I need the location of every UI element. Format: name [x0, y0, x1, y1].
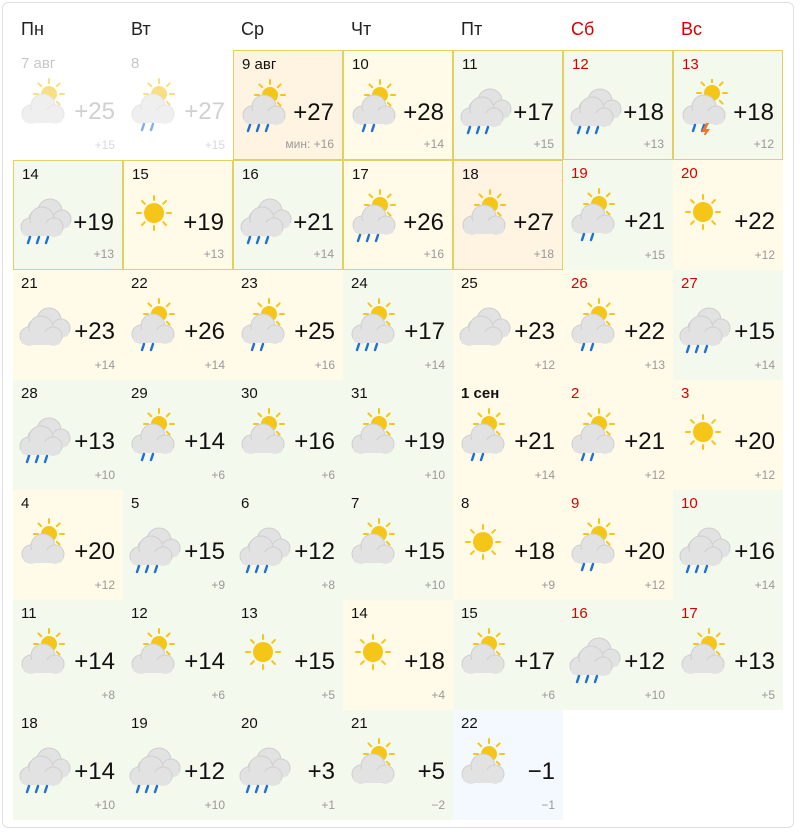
- min-temperature: [644, 137, 664, 151]
- partly-cloudy-light-rain-icon: [125, 78, 181, 134]
- min-value: +4: [431, 688, 445, 702]
- day-cell[interactable]: [13, 160, 123, 270]
- max-temperature: +28: [403, 99, 444, 126]
- day-cell[interactable]: [13, 600, 123, 710]
- day-cell[interactable]: [123, 380, 233, 490]
- max-temperature: +19: [73, 209, 114, 236]
- sun-icon: [235, 628, 291, 684]
- weekday-label: Вт: [131, 19, 151, 39]
- day-date: 10: [352, 56, 369, 73]
- max-temperature: +5: [417, 758, 445, 785]
- day-date: 20: [241, 715, 258, 732]
- min-value: +5: [761, 688, 775, 702]
- partly-cloudy-icon: [345, 518, 401, 574]
- max-temperature: +27: [184, 98, 225, 125]
- day-cell[interactable]: [453, 380, 563, 490]
- partly-cloudy-rain-icon: [346, 189, 402, 245]
- min-temperature: [204, 247, 224, 261]
- day-date: 17: [681, 605, 698, 622]
- min-temperature: [211, 688, 225, 702]
- min-value: +9: [541, 578, 555, 592]
- min-value: +16: [423, 247, 444, 261]
- min-value: +16: [313, 137, 334, 151]
- min-temperature: [424, 137, 444, 151]
- min-value: +9: [211, 578, 225, 592]
- day-date: 29: [131, 385, 148, 402]
- min-temperature: [535, 468, 555, 482]
- min-temperature: [205, 798, 225, 812]
- weekday-label: Ср: [241, 19, 265, 39]
- day-date: 28: [21, 385, 38, 402]
- day-date: 18: [462, 166, 479, 183]
- max-temperature: +15: [184, 538, 225, 565]
- sun-icon: [455, 518, 511, 574]
- min-temperature: [755, 358, 775, 372]
- day-date: 27: [681, 275, 698, 292]
- weekday-label: Чт: [351, 19, 372, 39]
- day-date: 20: [681, 165, 698, 182]
- max-temperature: +25: [294, 318, 335, 345]
- min-value: +12: [94, 578, 115, 592]
- day-cell[interactable]: [673, 50, 783, 160]
- min-value: +8: [321, 578, 335, 592]
- min-value: +13: [643, 137, 664, 151]
- max-temperature: +23: [74, 318, 115, 345]
- day-cell[interactable]: [453, 710, 563, 820]
- max-temperature: +27: [293, 99, 334, 126]
- calendar-frame: [2, 2, 794, 828]
- min-temperature: [95, 578, 115, 592]
- day-cell[interactable]: [563, 50, 673, 160]
- min-temperature: [755, 468, 775, 482]
- min-value: +14: [754, 358, 775, 372]
- day-date: 2: [571, 385, 580, 402]
- min-value: +12: [754, 468, 775, 482]
- day-cell[interactable]: [233, 380, 343, 490]
- max-temperature: +26: [403, 209, 444, 236]
- min-value: +15: [644, 248, 665, 262]
- max-temperature: +14: [184, 428, 225, 455]
- min-temperature: [645, 688, 665, 702]
- day-cell[interactable]: [673, 270, 783, 380]
- day-cell[interactable]: [233, 710, 343, 820]
- min-temperature: [315, 358, 335, 372]
- sun-icon: [345, 628, 401, 684]
- min-temperature: [95, 358, 115, 372]
- min-value: +12: [644, 468, 665, 482]
- partly-cloudy-icon: [235, 408, 291, 464]
- min-temperature: [314, 247, 334, 261]
- day-cell[interactable]: [343, 270, 453, 380]
- min-value: +15: [94, 138, 115, 152]
- weekday-label: Пн: [21, 19, 44, 39]
- day-cell[interactable]: [453, 270, 563, 380]
- min-temperature: [541, 578, 555, 592]
- min-value: +15: [533, 137, 554, 151]
- cloudy-rain-icon: [675, 298, 731, 354]
- min-value: +14: [204, 358, 225, 372]
- day-cell[interactable]: [123, 710, 233, 820]
- max-temperature: +21: [293, 209, 334, 236]
- min-temperature: [535, 358, 555, 372]
- weekday-label: Сб: [571, 19, 595, 39]
- min-value: +5: [321, 688, 335, 702]
- min-temperature: [101, 688, 115, 702]
- min-value: +6: [211, 468, 225, 482]
- min-temperature: [94, 247, 114, 261]
- max-temperature: −1: [527, 758, 555, 785]
- day-cell[interactable]: [123, 50, 233, 160]
- cloudy-rain-icon: [235, 518, 291, 574]
- min-temperature: [211, 578, 225, 592]
- max-temperature: +20: [74, 538, 115, 565]
- day-cell[interactable]: [453, 160, 563, 270]
- partly-cloudy-icon: [345, 738, 401, 794]
- max-temperature: +22: [734, 208, 775, 235]
- day-date: 26: [571, 275, 588, 292]
- max-temperature: +15: [404, 538, 445, 565]
- min-value: +10: [204, 798, 225, 812]
- day-date: 6: [241, 495, 250, 512]
- day-cell[interactable]: [453, 490, 563, 600]
- min-temperature: [645, 358, 665, 372]
- day-date: 5: [131, 495, 140, 512]
- day-date: 14: [22, 166, 39, 183]
- max-temperature: +13: [734, 648, 775, 675]
- partly-cloudy-icon: [15, 628, 71, 684]
- max-temperature: +21: [624, 428, 665, 455]
- max-temperature: +14: [184, 648, 225, 675]
- partly-cloudy-light-rain-icon: [346, 79, 402, 135]
- max-temperature: +15: [734, 318, 775, 345]
- min-value: +16: [314, 358, 335, 372]
- partly-cloudy-icon: [15, 518, 71, 574]
- day-cell[interactable]: [673, 160, 783, 270]
- day-cell[interactable]: [673, 600, 783, 710]
- max-temperature: +23: [514, 318, 555, 345]
- partly-cloudy-rain-icon: [345, 298, 401, 354]
- partly-cloudy-rain-icon: [236, 79, 292, 135]
- day-cell[interactable]: [343, 600, 453, 710]
- min-temperature: [645, 468, 665, 482]
- min-value: +18: [533, 247, 554, 261]
- day-cell[interactable]: [123, 160, 233, 270]
- max-temperature: +16: [294, 428, 335, 455]
- day-date: 15: [132, 166, 149, 183]
- min-value: +12: [534, 358, 555, 372]
- min-value: +10: [94, 798, 115, 812]
- min-temperature: [761, 688, 775, 702]
- max-temperature: +18: [514, 538, 555, 565]
- cloudy-rain-icon: [236, 189, 292, 245]
- day-date: 15: [461, 605, 478, 622]
- cloudy-rain-icon: [456, 79, 512, 135]
- partly-cloudy-light-rain-icon: [565, 408, 621, 464]
- day-date: 19: [131, 715, 148, 732]
- min-temperature: [541, 688, 555, 702]
- min-value: +15: [204, 138, 225, 152]
- cloudy-rain-icon: [16, 189, 72, 245]
- cloudy-icon: [455, 298, 511, 354]
- cloudy-rain-icon: [675, 518, 731, 574]
- max-temperature: +17: [513, 99, 554, 126]
- day-cell[interactable]: [343, 380, 453, 490]
- cloudy-rain-icon: [566, 79, 622, 135]
- day-cell[interactable]: [13, 380, 123, 490]
- day-date: 30: [241, 385, 258, 402]
- day-date: 9: [571, 495, 580, 512]
- partly-cloudy-icon: [125, 628, 181, 684]
- min-value: +14: [754, 578, 775, 592]
- min-value: +6: [321, 468, 335, 482]
- cloudy-rain-icon: [125, 738, 181, 794]
- cloudy-icon: [15, 298, 71, 354]
- max-temperature: +14: [74, 648, 115, 675]
- min-temperature: [321, 688, 335, 702]
- day-date: 7 авг: [21, 55, 56, 72]
- day-date: 18: [21, 715, 38, 732]
- min-temperature: [321, 578, 335, 592]
- max-temperature: +21: [514, 428, 555, 455]
- day-date: 31: [351, 385, 368, 402]
- min-temperature: [431, 798, 445, 812]
- max-temperature: +19: [183, 209, 224, 236]
- day-date: 10: [681, 495, 698, 512]
- min-temperature: [541, 798, 555, 812]
- day-cell[interactable]: [563, 490, 673, 600]
- min-temperature: [754, 137, 774, 151]
- partly-cloudy-light-rain-icon: [565, 188, 621, 244]
- day-cell[interactable]: [233, 600, 343, 710]
- max-temperature: +20: [624, 538, 665, 565]
- min-temperature: [95, 798, 115, 812]
- max-temperature: +18: [733, 99, 774, 126]
- cloudy-rain-icon: [565, 628, 621, 684]
- min-value: +12: [754, 248, 775, 262]
- day-cell[interactable]: [233, 50, 343, 160]
- min-value: +8: [101, 688, 115, 702]
- day-date: 16: [571, 605, 588, 622]
- min-value: +13: [203, 247, 224, 261]
- max-temperature: +27: [513, 209, 554, 236]
- day-date: 3: [681, 385, 690, 402]
- min-temperature: [534, 137, 554, 151]
- partly-cloudy-light-rain-icon: [455, 408, 511, 464]
- min-value: +13: [644, 358, 665, 372]
- max-temperature: +17: [404, 318, 445, 345]
- min-prefix: мин:: [285, 137, 314, 151]
- day-cell[interactable]: [13, 490, 123, 600]
- min-temperature: [321, 798, 335, 812]
- cloudy-rain-icon: [15, 408, 71, 464]
- min-temperature: [534, 247, 554, 261]
- max-temperature: +20: [734, 428, 775, 455]
- min-value: +10: [94, 468, 115, 482]
- day-cell[interactable]: [233, 270, 343, 380]
- max-temperature: +16: [734, 538, 775, 565]
- sun-icon: [126, 189, 182, 245]
- day-cell[interactable]: [563, 160, 673, 270]
- max-temperature: +18: [623, 99, 664, 126]
- day-cell[interactable]: [343, 160, 453, 270]
- day-cell[interactable]: [453, 50, 563, 160]
- max-temperature: +21: [624, 208, 665, 235]
- day-date: 23: [241, 275, 258, 292]
- min-temperature: [425, 358, 445, 372]
- day-date: 22: [131, 275, 148, 292]
- min-temperature: [755, 248, 775, 262]
- day-date: 9 авг: [242, 56, 277, 73]
- max-temperature: +12: [294, 538, 335, 565]
- day-date: 1 сен: [461, 385, 500, 402]
- day-cell[interactable]: [343, 710, 453, 820]
- day-date: 21: [21, 275, 38, 292]
- day-date: 8: [131, 55, 140, 72]
- partly-cloudy-light-rain-icon: [235, 298, 291, 354]
- thunderstorm-icon: [676, 79, 732, 135]
- min-value: +14: [94, 358, 115, 372]
- day-date: 19: [571, 165, 588, 182]
- day-cell[interactable]: [343, 50, 453, 160]
- min-value: −1: [541, 798, 555, 812]
- max-temperature: +13: [74, 428, 115, 455]
- day-cell[interactable]: [673, 380, 783, 490]
- day-cell[interactable]: [563, 380, 673, 490]
- min-value: +6: [541, 688, 555, 702]
- min-temperature: [645, 248, 665, 262]
- partly-cloudy-icon: [345, 408, 401, 464]
- day-cell[interactable]: [563, 600, 673, 710]
- weekday-label: Пт: [461, 19, 483, 39]
- day-cell[interactable]: [13, 50, 123, 160]
- day-date: 21: [351, 715, 368, 732]
- min-temperature: [95, 138, 115, 152]
- max-temperature: +18: [404, 648, 445, 675]
- day-cell[interactable]: [563, 270, 673, 380]
- min-temperature: [755, 578, 775, 592]
- min-value: +6: [211, 688, 225, 702]
- day-date: 11: [21, 605, 37, 622]
- min-value: −2: [431, 798, 445, 812]
- day-cell[interactable]: [233, 160, 343, 270]
- max-temperature: +25: [74, 98, 115, 125]
- max-temperature: +22: [624, 318, 665, 345]
- day-cell[interactable]: [123, 600, 233, 710]
- partly-cloudy-light-rain-icon: [565, 298, 621, 354]
- day-date: 24: [351, 275, 368, 292]
- min-value: +12: [753, 137, 774, 151]
- day-date: 14: [351, 605, 368, 622]
- partly-cloudy-light-rain-icon: [125, 298, 181, 354]
- min-temperature: [425, 578, 445, 592]
- day-date: 12: [572, 56, 589, 73]
- partly-cloudy-icon: [455, 738, 511, 794]
- day-cell[interactable]: [13, 270, 123, 380]
- max-temperature: +26: [184, 318, 225, 345]
- weekday-label: Вс: [681, 19, 703, 39]
- day-date: 22: [461, 715, 478, 732]
- max-temperature: +19: [404, 428, 445, 455]
- min-value: +12: [644, 578, 665, 592]
- day-cell[interactable]: [123, 490, 233, 600]
- day-date: 13: [682, 56, 699, 73]
- max-temperature: +3: [307, 758, 335, 785]
- max-temperature: +12: [184, 758, 225, 785]
- partly-cloudy-icon: [456, 189, 512, 245]
- min-temperature: [205, 138, 225, 152]
- min-value: +10: [424, 468, 445, 482]
- day-cell[interactable]: [13, 710, 123, 820]
- min-temperature: [205, 358, 225, 372]
- day-cell[interactable]: [453, 600, 563, 710]
- min-value: +13: [93, 247, 114, 261]
- day-date: 13: [241, 605, 258, 622]
- min-value: +1: [321, 798, 335, 812]
- min-temperature: [424, 247, 444, 261]
- min-value: +14: [313, 247, 334, 261]
- max-temperature: +14: [74, 758, 115, 785]
- day-date: 25: [461, 275, 478, 292]
- day-date: 16: [242, 166, 259, 183]
- min-value: +14: [424, 358, 445, 372]
- sun-icon: [675, 408, 731, 464]
- min-value: +14: [423, 137, 444, 151]
- day-cell[interactable]: [673, 490, 783, 600]
- cloudy-rain-icon: [125, 518, 181, 574]
- sun-icon: [675, 188, 731, 244]
- day-cell[interactable]: [343, 490, 453, 600]
- max-temperature: +12: [624, 648, 665, 675]
- min-temperature: [431, 688, 445, 702]
- min-temperature: [211, 468, 225, 482]
- partly-cloudy-light-rain-icon: [565, 518, 621, 574]
- min-value: +14: [534, 468, 555, 482]
- min-value: +10: [644, 688, 665, 702]
- min-temperature: [425, 468, 445, 482]
- partly-cloudy-icon: [455, 628, 511, 684]
- min-temperature: [321, 468, 335, 482]
- min-temperature: [285, 137, 334, 151]
- day-date: 7: [351, 495, 360, 512]
- day-date: 11: [462, 56, 478, 73]
- day-cell[interactable]: [123, 270, 233, 380]
- cloudy-rain-icon: [235, 738, 291, 794]
- max-temperature: +15: [294, 648, 335, 675]
- day-date: 12: [131, 605, 148, 622]
- partly-cloudy-light-rain-icon: [125, 408, 181, 464]
- max-temperature: +17: [514, 648, 555, 675]
- day-cell[interactable]: [233, 490, 343, 600]
- partly-cloudy-icon: [15, 78, 71, 134]
- day-date: 4: [21, 495, 30, 512]
- day-date: 17: [352, 166, 369, 183]
- min-temperature: [95, 468, 115, 482]
- min-temperature: [645, 578, 665, 592]
- min-value: +10: [424, 578, 445, 592]
- partly-cloudy-icon: [675, 628, 731, 684]
- cloudy-rain-icon: [15, 738, 71, 794]
- day-date: 8: [461, 495, 470, 512]
